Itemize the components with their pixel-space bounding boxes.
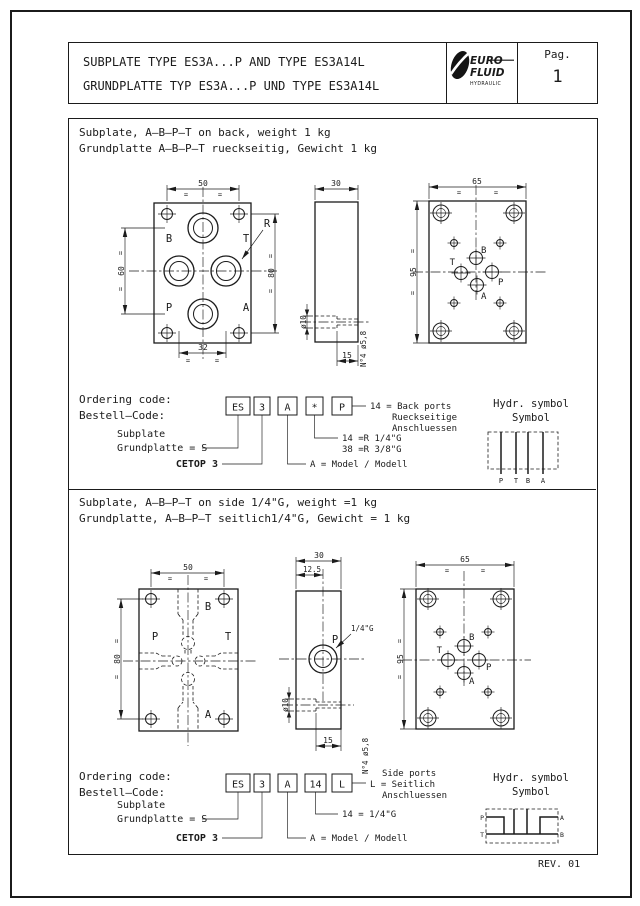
eq-mark: = bbox=[167, 575, 173, 583]
note-subplate-en: Subplate bbox=[117, 429, 166, 440]
section2-ordering-code bbox=[69, 766, 489, 853]
eq-mark: = bbox=[214, 357, 220, 365]
note-model: A = Model / Modell bbox=[310, 460, 408, 470]
note-side-ports-de1: L = Seitlich bbox=[370, 780, 436, 790]
port-label-p: P bbox=[498, 278, 504, 288]
eq-mark: = bbox=[203, 575, 209, 583]
port-label-p: P bbox=[151, 631, 159, 643]
symbol-port-b: B bbox=[525, 477, 531, 485]
port-label-b: B bbox=[469, 633, 475, 643]
port-label-a: A bbox=[469, 677, 475, 687]
symbol-port-a: A bbox=[540, 477, 546, 485]
dim-thickness: 30 bbox=[331, 179, 341, 188]
eq-mark: = bbox=[444, 567, 450, 575]
dim-top: 50 bbox=[198, 179, 208, 188]
port-label-a: A bbox=[242, 302, 250, 314]
dim-height: 95 bbox=[409, 267, 418, 277]
ordering-title-en: Ordering code: bbox=[79, 770, 172, 783]
back-view-back-type bbox=[409, 177, 547, 343]
section1-hydraulic-symbol bbox=[476, 394, 601, 489]
note-subplate-de: Grundplatte = S bbox=[117, 814, 208, 825]
code-box-a: A bbox=[284, 402, 291, 414]
symbol-title-en: Hydr. symbol bbox=[493, 398, 569, 410]
port-label-b: B bbox=[204, 601, 212, 613]
doc-title-en: SUBPLATE TYPE ES3A...P AND TYPE ES3A14L bbox=[83, 55, 365, 69]
header bbox=[68, 42, 598, 104]
revision-label: REV. 01 bbox=[538, 859, 581, 870]
section-back-ports bbox=[69, 119, 596, 490]
page-number: 1 bbox=[552, 67, 563, 87]
eurofluid-logo-icon bbox=[447, 43, 517, 103]
section2-title-de: Grundplatte, A–B–P–T seitlich1/4"G, Gewicht = 1 kg bbox=[79, 512, 411, 525]
eq-mark: = bbox=[117, 250, 125, 256]
note-back-ports: 14 = Back ports bbox=[370, 402, 452, 412]
logo-word-hydraulic: HYDRAULIC bbox=[470, 82, 502, 87]
eq-mark: = bbox=[267, 288, 275, 294]
ordering-title-en: Ordering code: bbox=[79, 393, 172, 406]
eq-mark: = bbox=[185, 357, 191, 365]
port-label-a: A bbox=[481, 292, 487, 302]
code-box-3: 3 bbox=[258, 779, 266, 791]
eq-mark: = bbox=[456, 189, 462, 197]
port-label-t: T bbox=[242, 233, 250, 245]
page-number-cell bbox=[517, 43, 597, 103]
eq-mark: = bbox=[113, 674, 121, 680]
note-cetop: CETOP 3 bbox=[175, 833, 218, 844]
back-view-side-type bbox=[396, 555, 531, 729]
dim-top: 50 bbox=[183, 563, 193, 572]
symbol-port-t: T bbox=[513, 477, 519, 485]
dim-left: 80 bbox=[113, 654, 122, 664]
port-label-t: T bbox=[436, 646, 442, 656]
front-view-back-type bbox=[117, 179, 279, 365]
symbol-port-p: P bbox=[498, 477, 504, 485]
eq-mark: = bbox=[113, 638, 121, 644]
note-subplate-en: Subplate bbox=[117, 800, 166, 811]
side-view-back-type bbox=[299, 179, 371, 367]
front-view-side-type bbox=[113, 563, 256, 746]
note-back-ports-de2: Anschluessen bbox=[392, 424, 458, 434]
dim-height: 95 bbox=[396, 654, 405, 664]
side-view-side-type bbox=[279, 551, 374, 774]
code-boxes bbox=[226, 397, 352, 415]
dim-width: 65 bbox=[460, 555, 470, 564]
dim-bore: ø10 bbox=[281, 698, 290, 712]
port-label-b: B bbox=[165, 233, 173, 245]
code-box-3: 3 bbox=[258, 402, 266, 414]
port-label-p: P bbox=[331, 634, 339, 646]
header-titles bbox=[69, 43, 446, 103]
code-box-a: A bbox=[284, 779, 291, 791]
hole-count-note: N°4 ø5,8 bbox=[359, 330, 368, 367]
eq-mark: = bbox=[396, 674, 404, 680]
section1-title-de: Grundplatte A–B–P–T rueckseitig, Gewicht 1 kg bbox=[79, 142, 378, 155]
dim-depth: 15 bbox=[323, 736, 333, 745]
port-label-a: A bbox=[204, 709, 212, 721]
content-frame bbox=[68, 118, 598, 855]
note-model: A = Model / Modell bbox=[310, 834, 408, 844]
dim-right: 80 bbox=[267, 268, 276, 278]
eq-mark: = bbox=[409, 290, 417, 296]
section2-title bbox=[79, 495, 410, 527]
page-label: Pag. bbox=[544, 48, 571, 61]
logo-word-euro: EURO bbox=[470, 55, 503, 67]
symbol-port-t: T bbox=[480, 831, 484, 839]
code-box-star: * bbox=[311, 402, 318, 414]
note-cetop: CETOP 3 bbox=[175, 459, 218, 470]
section1-drawings bbox=[69, 161, 599, 411]
note-side-ports: Side ports bbox=[382, 769, 437, 779]
symbol-port-p: P bbox=[480, 814, 484, 822]
eq-mark: = bbox=[493, 189, 499, 197]
ordering-title-de: Bestell–Code: bbox=[79, 786, 166, 799]
note-option-14: 14 =R 1/4"G bbox=[342, 434, 402, 444]
code-box-p: P bbox=[338, 402, 346, 414]
port-label-p: P bbox=[165, 302, 173, 314]
port-label-t: T bbox=[224, 631, 232, 643]
eq-mark: = bbox=[267, 253, 275, 259]
section1-title-en: Subplate, A–B–P–T on back, weight 1 kg bbox=[79, 126, 331, 139]
symbol-title-de: Symbol bbox=[512, 412, 550, 424]
eq-mark: = bbox=[396, 638, 404, 644]
section2-drawings bbox=[69, 541, 599, 791]
section1-ordering-code bbox=[69, 389, 489, 489]
symbol-port-b: B bbox=[560, 831, 564, 839]
dim-width: 65 bbox=[472, 177, 482, 186]
section-side-ports bbox=[69, 489, 596, 853]
port-label-t: T bbox=[449, 258, 455, 268]
eq-mark: = bbox=[117, 286, 125, 292]
code-box-es: ES bbox=[231, 779, 245, 791]
hole-count-note: N°4 ø5,8 bbox=[361, 737, 370, 774]
code-box-14: 14 bbox=[309, 779, 322, 791]
code-boxes bbox=[226, 774, 352, 792]
eq-mark: = bbox=[480, 567, 486, 575]
company-logo bbox=[446, 43, 517, 103]
section2-title-en: Subplate, A–B–P–T on side 1/4"G, weight =1 kg bbox=[79, 496, 378, 509]
dim-bore: ø10 bbox=[299, 315, 308, 329]
doc-title-de: GRUNDPLATTE TYP ES3A...P UND TYPE ES3A14L bbox=[83, 79, 380, 93]
symbol-title-en: Hydr. symbol bbox=[493, 772, 569, 784]
note-thread-code: 14 = 1/4"G bbox=[342, 810, 397, 820]
eq-mark: = bbox=[409, 248, 417, 254]
code-box-l: L bbox=[338, 779, 346, 791]
section1-title bbox=[79, 125, 377, 157]
code-box-es: ES bbox=[231, 402, 245, 414]
port-label-p: P bbox=[486, 663, 492, 673]
thread-label: 1/4"G bbox=[351, 624, 374, 633]
ordering-title-de: Bestell–Code: bbox=[79, 409, 166, 422]
dim-left: 60 bbox=[117, 266, 126, 276]
note-side-ports-de2: Anschluessen bbox=[382, 791, 448, 801]
eq-mark: = bbox=[183, 191, 189, 199]
symbol-title-de: Symbol bbox=[512, 786, 550, 798]
dim-offset: 12.5 bbox=[302, 565, 322, 574]
note-back-ports-de1: Rueckseitige bbox=[392, 413, 458, 423]
eq-mark: = bbox=[217, 191, 223, 199]
section2-hydraulic-symbol bbox=[476, 767, 601, 852]
radius-label: R bbox=[263, 218, 271, 230]
dim-depth: 15 bbox=[342, 351, 352, 360]
note-option-38: 38 =R 3/8"G bbox=[342, 445, 402, 455]
note-subplate-de: Grundplatte = S bbox=[117, 443, 208, 454]
dim-bottom: 32 bbox=[198, 343, 208, 352]
port-label-b: B bbox=[481, 246, 487, 256]
symbol-port-a: A bbox=[560, 814, 564, 822]
logo-word-fluid: FLUID bbox=[470, 67, 505, 79]
dim-thickness: 30 bbox=[314, 551, 324, 560]
